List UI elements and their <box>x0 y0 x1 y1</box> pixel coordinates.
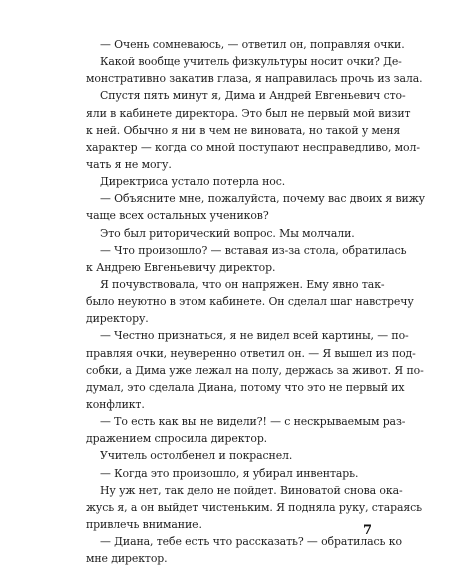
text-line: — Когда это произошло, я убирал инвентарь. <box>100 466 359 480</box>
text-line: Я почувствовала, что он напряжен. Ему явно так- <box>100 277 385 291</box>
text-line: Директриса устало потерла нос. <box>100 175 286 189</box>
text-line: дражением спросила директор. <box>86 432 268 446</box>
text-line: монстративно закатив глаза, я направилась прочь из зала. <box>86 72 423 86</box>
text-line: — Диана, тебе есть что рассказать? — обратилась ко <box>100 535 402 549</box>
text-line: Какой вообще учитель физкультуры носит очки? Де- <box>100 55 402 69</box>
text-line: Спустя пять минут я, Дима и Андрей Евгеньевич сто- <box>100 89 406 103</box>
text-line: — Что произошло? — вставая из-за стола, обратилась <box>100 243 407 257</box>
text-line: конфликт. <box>86 397 145 411</box>
text-line: жусь я, а он выйдет чистеньким. Я подняла руку, стараясь <box>86 500 422 514</box>
text-line: яли в кабинете директора. Это был не первый мой визит <box>86 106 411 120</box>
text-line: мне директор. <box>86 552 168 566</box>
text-line: — Очень сомневаюсь, — ответил он, поправляя очки. <box>100 38 405 51</box>
body-text <box>86 36 425 567</box>
text-line: чаще всех остальных учеников? <box>86 209 269 223</box>
text-line: Это был риторический вопрос. Мы молчали. <box>100 226 355 240</box>
text-line: чать я не могу. <box>86 157 172 171</box>
text-line: — То есть как вы не видели?! — с нескрываемым раз- <box>100 415 406 429</box>
text-line: — Честно признаться, я не видел всей картины, — по- <box>100 329 409 343</box>
text-line: правляя очки, неуверенно ответил он. — Я вышел из под- <box>86 346 416 360</box>
text-line: думал, это сделала Диана, потому что это не первый их <box>86 380 405 394</box>
text-line: к ней. Обычно я ни в чем не виновата, но такой у меня <box>86 123 401 137</box>
text-line: было неуютно в этом кабинете. Он сделал шаг навстречу <box>86 295 414 309</box>
text-line: собки, а Дима уже лежал на полу, держась за живот. Я по- <box>86 363 424 377</box>
text-line: директору. <box>86 312 149 326</box>
text-line: к Андрею Евгеньевичу директор. <box>86 260 276 274</box>
page-number: 7 <box>363 523 373 538</box>
text-line: Ну уж нет, так дело не пойдет. Виноватой снова ока- <box>100 483 403 497</box>
text-line: привлечь внимание. <box>86 517 202 531</box>
text-line: — Объясните мне, пожалуйста, почему вас двоих я вижу <box>100 192 425 206</box>
text-line: Учитель остолбенел и покраснел. <box>100 449 293 463</box>
text-line: характер — когда со мной поступают несправедливо, мол- <box>86 140 420 154</box>
